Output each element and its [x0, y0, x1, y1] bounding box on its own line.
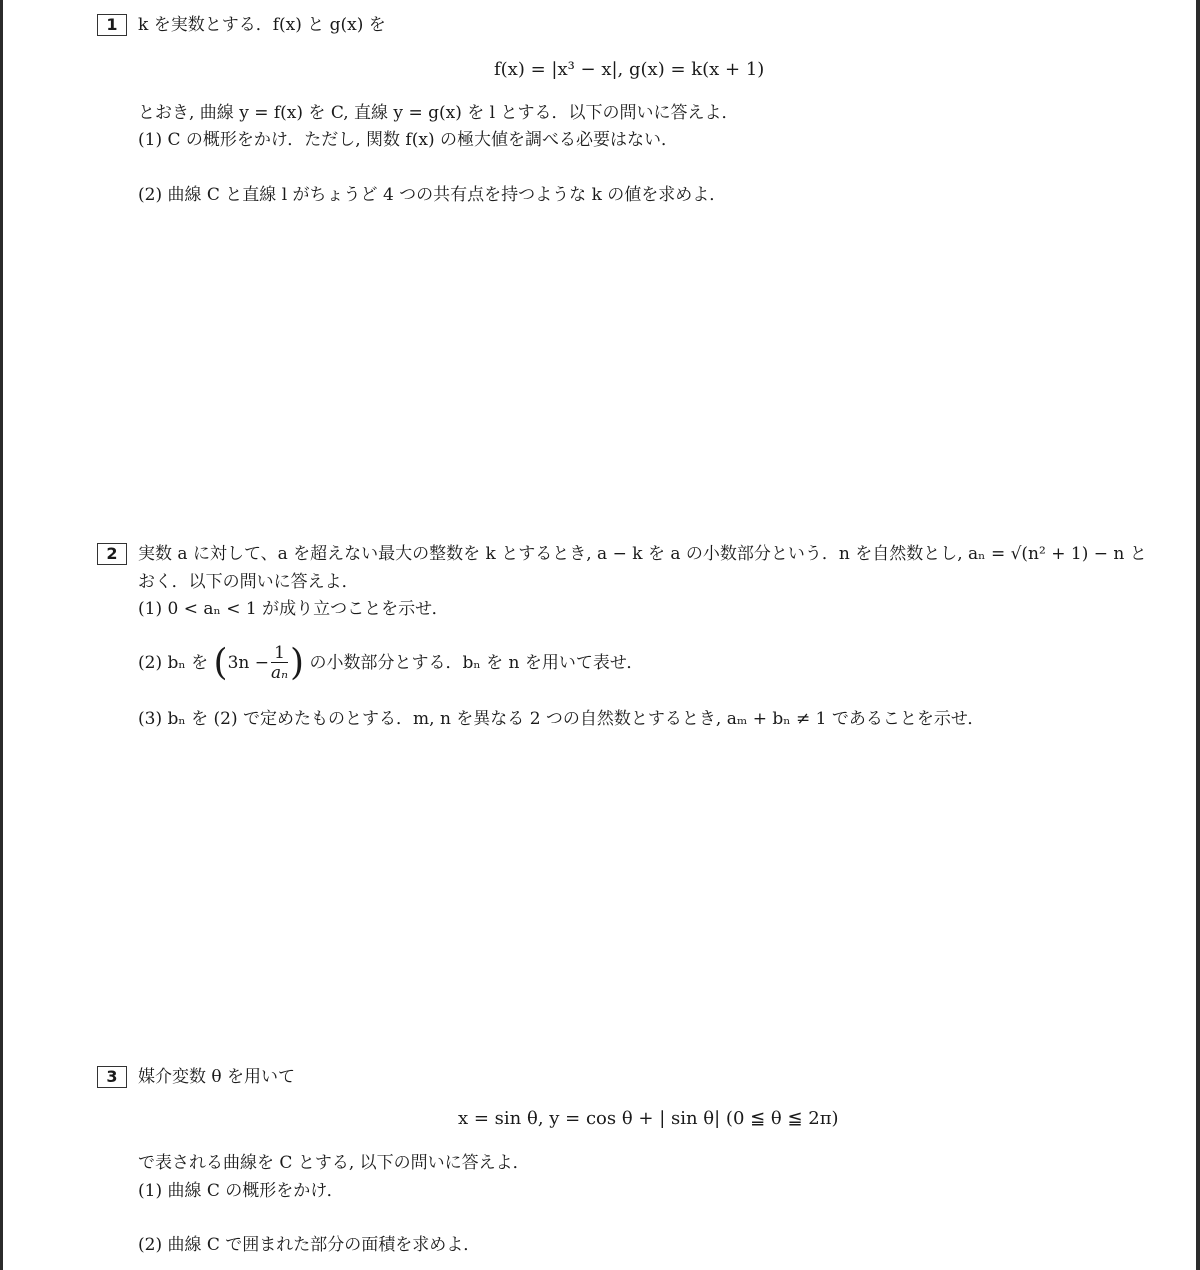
problem-after-text: で表される曲線を C とする, 以下の問いに答えよ．: [138, 1153, 530, 1173]
problem-number-box: 1: [97, 14, 127, 36]
problem-part-2: (2) 曲線 C で囲まれた部分の面積を求めよ．: [138, 1235, 481, 1255]
problem-part-2: [138, 643, 643, 683]
problem-number-box: 3: [97, 1066, 127, 1088]
problem-part-3: (3) bₙ を (2) で定めたものとする．m, n を異なる 2 つの自然数とするとき, aₘ + bₙ ≠ 1 であることを示せ．: [138, 709, 985, 729]
problem-part-1: (1) 0 < aₙ < 1 が成り立つことを示せ．: [138, 599, 449, 619]
part-2-suffix: の小数部分とする．bₙ を n を用いて表せ．: [309, 653, 644, 673]
part-2-prefix: (2) bₙ を: [138, 653, 209, 673]
problem-equation: f(x) = |x³ − x|, g(x) = k(x + 1): [494, 59, 765, 80]
fraction-denominator: aₙ: [271, 663, 289, 683]
problem-part-1: (1) 曲線 C の概形をかけ．: [138, 1181, 344, 1201]
part-2-lead: 3n −: [227, 653, 269, 673]
fraction: [271, 644, 288, 683]
left-paren: (: [213, 642, 228, 684]
page-left-edge: [0, 0, 3, 1270]
problem-number-box: 2: [97, 543, 127, 565]
problem-intro: k を実数とする．f(x) と g(x) を: [138, 15, 386, 35]
problem-part-1: (1) C の概形をかけ．ただし, 関数 f(x) の極大値を調べる必要はない．: [138, 130, 678, 150]
problem-after-text: とおき, 曲線 y = f(x) を C, 直線 y = g(x) を l とする．以下の問いに答えよ．: [138, 103, 739, 123]
problem-part-2: (2) 曲線 C と直線 l がちょうど 4 つの共有点を持つような k の値を求めよ．: [138, 185, 727, 205]
problem-intro: 実数 a に対して、a を超えない最大の整数を k とするとき, a − k を a の小数部分という．n を自然数とし, aₙ = √(n² + 1) − n と: [138, 544, 1147, 564]
problem-intro: 媒介変数 θ を用いて: [138, 1067, 296, 1087]
fraction-numerator: 1: [271, 644, 288, 663]
right-paren: ): [290, 642, 305, 684]
page-right-edge: [1196, 0, 1200, 1270]
problem-equation: x = sin θ, y = cos θ + | sin θ| (0 ≦ θ ≦ 2π): [458, 1108, 839, 1129]
problem-intro-continued: おく．以下の問いに答えよ．: [138, 572, 359, 592]
